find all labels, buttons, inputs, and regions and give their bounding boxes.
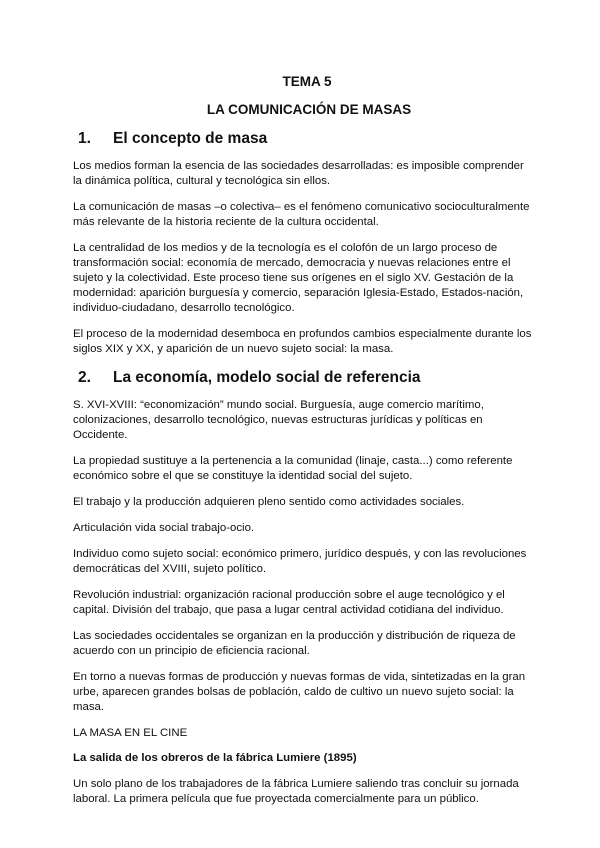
- paragraph: La propiedad sustituye a la pertenencia a la comunidad (linaje, casta...) como referente económico sobre el que se constituye la identidad social del sujeto.: [73, 455, 513, 482]
- section-1-number: 1.: [78, 130, 91, 147]
- document-title: LA COMUNICACIÓN DE MASAS: [206, 102, 412, 117]
- section-2-title: La economía, modelo social de referencia: [113, 369, 421, 386]
- cinema-heading: LA MASA EN EL CINE: [73, 727, 188, 739]
- paragraph: Revolución industrial: organización racional producción sobre el auge tecnológico y el capital. División del trabajo, que pasa a lugar central actividad cotidiana del individuo.: [73, 589, 505, 616]
- film-title: La salida de los obreros de la fábrica Lumiere (1895): [73, 752, 357, 764]
- section-1-heading: [73, 130, 533, 148]
- document-page: [73, 74, 533, 807]
- paragraph: La centralidad de los medios y de la tecnología es el colofón de un largo proceso de transformación social: economía de mercado, democracia y nuevas relaciones entre el sujeto y la colectividad. Este proceso tiene sus orígenes en el siglo XV. Gestación de la modernidad: aparición burguesía y comercio, separación Iglesia-Estado, Estados-nación, individuo-ciudadano, desarrollo tecnológico.: [73, 242, 524, 314]
- topic-label: TEMA 5: [282, 74, 332, 89]
- paragraph: Articulación vida social trabajo-ocio.: [73, 522, 255, 534]
- paragraph: Un solo plano de los trabajadores de la fábrica Lumiere saliendo tras concluir su jornada laboral. La primera película que fue proyectada comercialmente para un público.: [73, 778, 519, 805]
- paragraph: En torno a nuevas formas de producción y nuevas formas de vida, sintetizadas en la gran urbe, aparecen grandes bolsas de población, caldo de cultivo un nuevo sujeto social: la masa.: [73, 671, 526, 713]
- paragraph: Los medios forman la esencia de las sociedades desarrolladas: es imposible comprender la dinámica política, cultural y tecnológica sin ellos.: [73, 160, 524, 187]
- paragraph: La comunicación de masas –o colectiva– es el fenómeno comunicativo socioculturalmente más relevante de la historia reciente de la cultura occidental.: [73, 201, 530, 228]
- paragraph: El proceso de la modernidad desemboca en profundos cambios especialmente durante los siglos XIX y XX, y aparición de un nuevo sujeto social: la masa.: [73, 328, 532, 355]
- paragraph: S. XVI-XVIII: “economización” mundo social. Burguesía, auge comercio marítimo, colonizaciones, desarrollo tecnológico, nuevas estructuras jurídicas y políticas en Occidente.: [73, 399, 484, 441]
- section-2-heading: [73, 369, 533, 387]
- paragraph: Las sociedades occidentales se organizan en la producción y distribución de riqueza de acuerdo con un principio de eficiencia racional.: [73, 630, 516, 657]
- paragraph: El trabajo y la producción adquieren pleno sentido como actividades sociales.: [73, 496, 465, 508]
- section-1-title: El concepto de masa: [113, 130, 268, 147]
- paragraph: Individuo como sujeto social: económico primero, jurídico después, y con las revoluciones democráticas del XVIII, sujeto político.: [73, 548, 527, 575]
- section-2-number: 2.: [78, 369, 91, 386]
